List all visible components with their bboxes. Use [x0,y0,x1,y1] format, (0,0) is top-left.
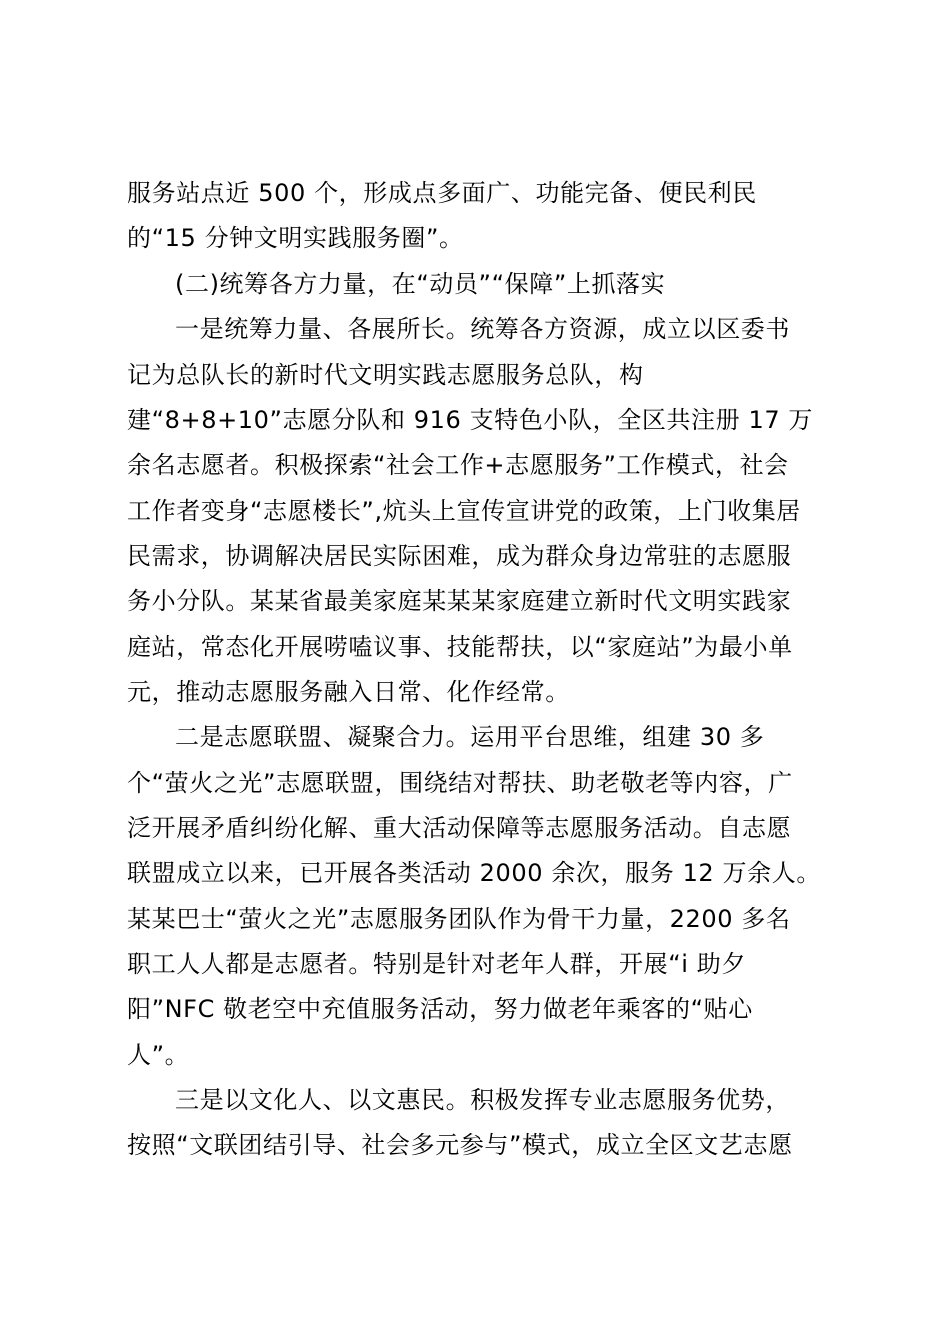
text-line: 按照“文联团结引导、社会多元参与”模式，成立全区文艺志愿 [127,1131,793,1159]
text-line: 建“8+8+10”志愿分队和 916 支特色小队，全区共注册 17 万 [127,406,814,434]
text-line: 联盟成立以来，已开展各类活动 2000 余次，服务 12 万余人。 [127,859,821,887]
text-line: 泛开展矛盾纠纷化解、重大活动保障等志愿服务活动。自志愿 [127,814,792,842]
text-line: 记为总队长的新时代文明实践志愿服务总队，构 [127,361,644,389]
text-line: 一是统筹力量、各展所长。统筹各方资源，成立以区委书 [175,315,790,343]
text-line: 三是以文化人、以文惠民。积极发挥专业志愿服务优势， [175,1086,790,1114]
text-line: 服务站点近 500 个，形成点多面广、功能完备、便民利民 [127,179,757,207]
text-line: 元，推动志愿服务融入日常、化作经常。 [127,678,570,706]
text-line: 职工人人都是志愿者。特别是针对老年人群，开展“i 助夕 [127,950,746,978]
text-line: 人”。 [127,1041,190,1069]
section-heading: (二)统筹各方力量，在“动员”“保障”上抓落实 [175,270,666,298]
text-line: 阳”NFC 敬老空中充值服务活动，努力做老年乘客的“贴心 [127,995,753,1023]
text-line: 工作者变身“志愿楼长”,炕头上宣传宣讲党的政策，上门收集居 [127,497,801,525]
text-line: 个“萤火之光”志愿联盟，围绕结对帮扶、助老敬老等内容，广 [127,769,793,797]
text-line: 庭站，常态化开展唠嗑议事、技能帮扶，以“家庭站”为最小单 [127,633,793,661]
text-line: 二是志愿联盟、凝聚合力。运用平台思维，组建 30 多 [175,723,765,751]
text-line: 民需求，协调解决居民实际困难，成为群众身边常驻的志愿服 [127,542,792,570]
text-line: 的“15 分钟文明实践服务圈”。 [127,224,464,252]
text-line: 余名志愿者。积极探索“社会工作+志愿服务”工作模式，社会 [127,451,789,479]
text-line: 务小分队。某某省最美家庭某某某家庭建立新时代文明实践家 [127,587,792,615]
text-line: 某某巴士“萤火之光”志愿服务团队作为骨干力量，2200 多名 [127,905,791,933]
